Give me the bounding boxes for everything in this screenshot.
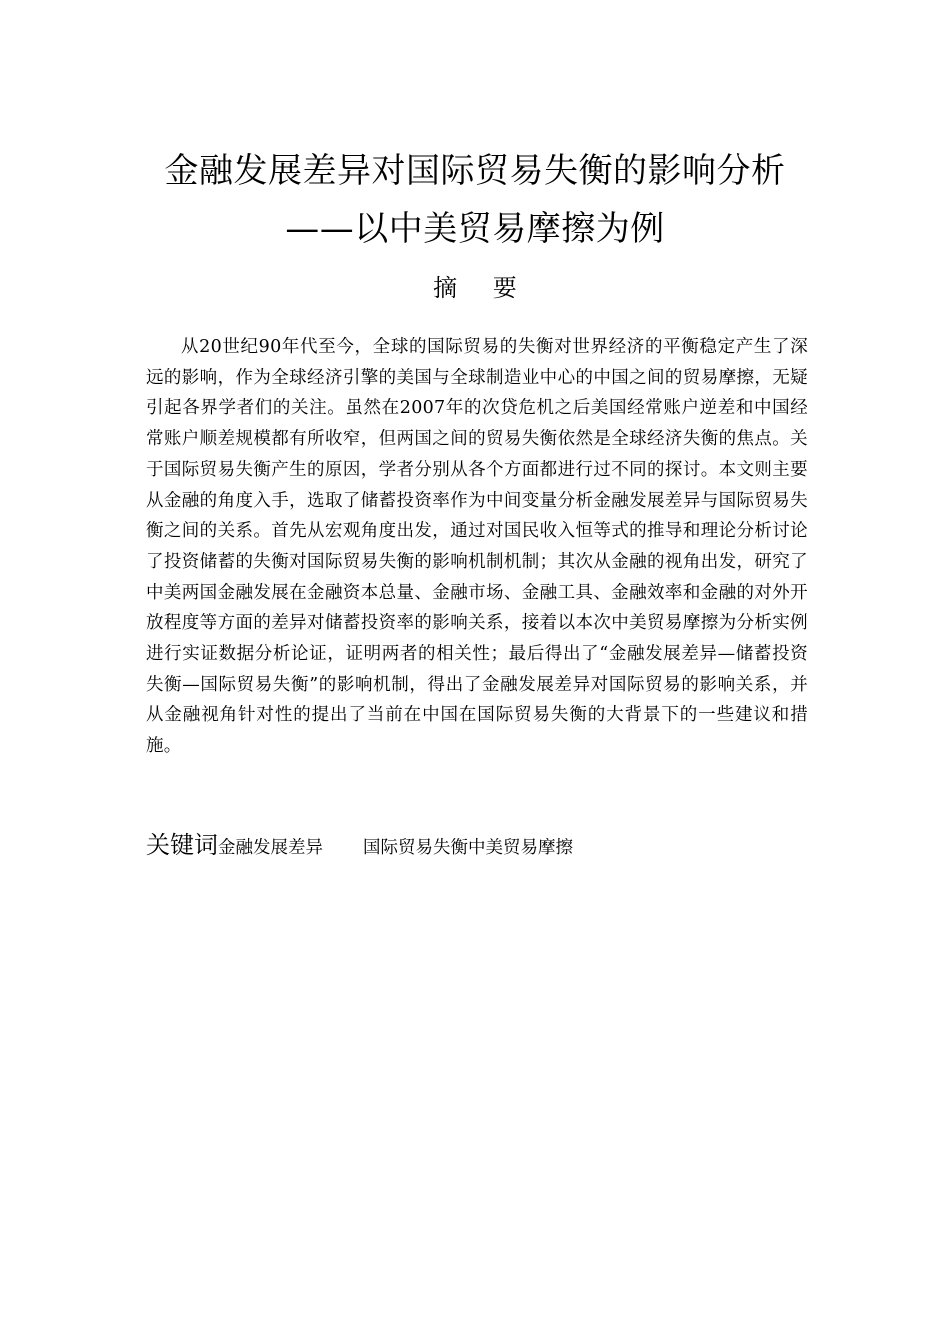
- keyword-item: 国际贸易失衡: [363, 838, 468, 858]
- document-subtitle: ——以中美贸易摩擦为例: [285, 209, 665, 249]
- abstract-heading: 摘 要: [433, 274, 531, 302]
- keyword-item: 中美贸易摩擦: [468, 838, 573, 858]
- document-title: 金融发展差异对国际贸易失衡的影响分析: [164, 151, 786, 191]
- keywords-line: [146, 829, 826, 864]
- keyword-item: 金融发展差异: [218, 838, 323, 858]
- abstract-body: 从20世纪90年代至今，全球的国际贸易的失衡对世界经济的平衡稳定产生了深远的影响，作为全球经济引擎的美国与全球制造业中心的中国之间的贸易摩擦，无疑引起各界学者们的关注。虽然在2007年的次贷危机之后美国经常账户逆差和中国经常账户顺差规模都有所收窄，但两国之间的贸易失衡依然是全球经济失衡的焦点。关于国际贸易失衡产生的原因，学者分别从各个方面都进行过不同的探讨。本文则主要从金融的角度入手，选取了储蓄投资率作为中间变量分析金融发展差异与国际贸易失衡之间的关系。首先从宏观角度出发，通过对国民收入恒等式的推导和理论分析讨论了投资储蓄的失衡对国际贸易失衡的影响机制机制；其次从金融的视角出发，研究了中美两国金融发展在金融资本总量、金融市场、金融工具、金融效率和金融的对外开放程度等方面的差异对储蓄投资率的影响关系，接着以本次中美贸易摩擦为分析实例进行实证数据分析论证，证明两者的相关性；最后得出了“金融发展差异—储蓄投资失衡—国际贸易失衡”的影响机制，得出了金融发展差异对国际贸易的影响关系，并从金融视角针对性的提出了当前在中国在国际贸易失衡的大背景下的一些建议和措施。: [146, 337, 808, 757]
- keywords-label: 关键词: [146, 831, 218, 859]
